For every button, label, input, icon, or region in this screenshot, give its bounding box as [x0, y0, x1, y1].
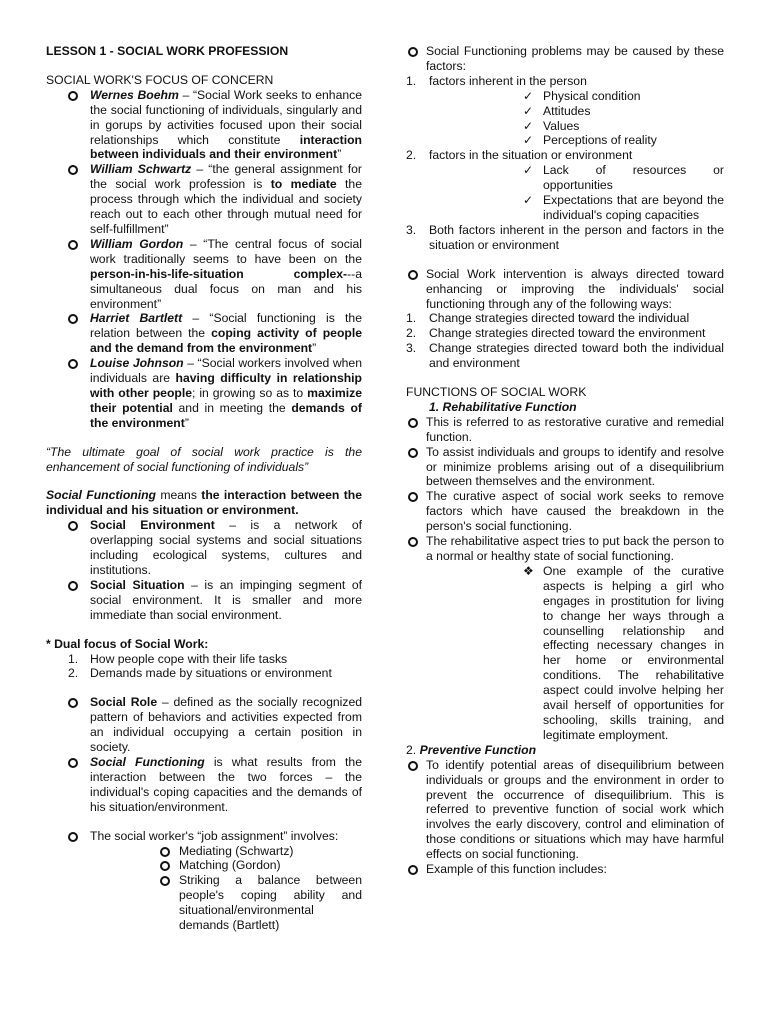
diamond-bullet-icon: ❖	[523, 563, 534, 578]
ring-bullet-icon	[408, 492, 418, 502]
cause-environment-item: 2. factors in the situation or environment	[406, 148, 633, 163]
ring-bullet-icon	[68, 240, 78, 250]
ring-bullet-icon	[408, 418, 418, 428]
preventive-title: 2. Preventive Function	[406, 742, 537, 757]
definition-johnson: Louise Johnson – “Social workers involved when individuals are having difficulty in relationship with other people; in growing so as to maximize their potential and in meeting the demands of the environment”	[46, 356, 362, 431]
focus-heading: SOCIAL WORK'S FOCUS OF CONCERN	[46, 72, 274, 87]
right-column	[406, 44, 724, 877]
list-item: 3. Change strategies directed toward both the individual and environment	[406, 341, 724, 371]
ring-bullet-icon	[160, 876, 170, 886]
causes-intro-item: Social Functioning problems may be caused by these factors:	[406, 44, 724, 74]
ring-bullet-icon	[160, 847, 170, 857]
list-item: ✓ Physical condition	[523, 88, 641, 103]
lesson-title: LESSON 1 - SOCIAL WORK PROFESSION	[46, 44, 289, 58]
list-item: This is referred to as restorative curative and remedial function.	[406, 415, 724, 445]
list-item: Striking a balance between people's coping ability and situational/environmental demands (Bartlett)	[46, 873, 362, 933]
list-item: The curative aspect of social work seeks to remove factors which have caused the breakdown in the person's social functioning.	[406, 489, 724, 534]
list-item: Example of this function includes:	[406, 862, 724, 877]
list-item: ✓ Lack of resources or opportunities	[523, 163, 724, 193]
ring-bullet-icon	[68, 359, 78, 369]
dual-focus-list	[46, 652, 362, 682]
list-item: ✓ Values	[523, 118, 580, 133]
ring-bullet-icon	[68, 758, 78, 768]
causes-list-3	[406, 223, 724, 253]
ring-bullet-icon	[68, 91, 78, 101]
ring-bullet-icon	[68, 314, 78, 324]
causes-list	[406, 74, 724, 89]
cause-environment-sublist	[406, 163, 724, 223]
social-role-item: Social Role – defined as the socially recognized pattern of behaviors and activities expected from an individual occupying a certain position in society.	[46, 695, 362, 755]
social-environment-item: Social Environment – is a network of overlapping social systems and social situations including ecological systems, cultures and institutions.	[46, 518, 362, 578]
cause-both-item: 3. Both factors inherent in the person and factors in the situation or environment	[406, 222, 724, 252]
definition-boehm: Wernes Boehm – “Social Work seeks to enhance the social functioning of individuals, singularly and in gorups by activities focused upon their social relationships which constitute interaction between individuals and their environment”	[46, 88, 362, 163]
ring-bullet-icon	[408, 865, 418, 875]
list-item: ✓ Attitudes	[523, 103, 591, 118]
list-item: The rehabilitative aspect tries to put back the person to a normal or healthy state of social functioning.	[406, 534, 724, 564]
list-item: ✓ Perceptions of reality	[523, 133, 657, 148]
list-item: Matching (Gordon)	[46, 858, 362, 873]
definition-bartlett: Harriet Bartlett – “Social functioning is the relation between the coping activity of people and the demand from the environment”	[46, 311, 362, 356]
rehabilitative-list	[406, 415, 724, 564]
list-item: 1. How people cope with their life tasks	[68, 651, 288, 666]
definition-gordon: William Gordon – “The central focus of social work traditionally seems to have been on the person-in-his-life-situation complex---a simultaneous dual focus on man and his environment”	[46, 237, 362, 312]
ring-bullet-icon	[68, 165, 78, 175]
goal-quote: “The ultimate goal of social work practice is the enhancement of social functioning of individuals”	[46, 444, 362, 474]
ways-list	[406, 311, 724, 371]
causes-list-2	[406, 148, 724, 163]
rehabilitative-example: ❖ One example of the curative aspects is helping a girl who engages in prostitution for living to change her ways through a counselling relationship and effecting necessary changes in her home or environmental conditions. The rehabilitative aspect could involve helping her avail herself of opportunities for schooling, skills training, and legitimate employment.	[523, 563, 724, 742]
job-assignment-sublist	[46, 844, 362, 933]
ring-bullet-icon	[408, 448, 418, 458]
ring-bullet-icon	[408, 47, 418, 57]
social-functioning-item: Social Functioning is what results from the interaction between the two forces – the individual's coping capacities and the demands of his situation/environment.	[46, 755, 362, 815]
ring-bullet-icon	[408, 270, 418, 280]
intervention-list	[406, 267, 724, 312]
ring-bullet-icon	[408, 761, 418, 771]
causes-intro-list	[406, 44, 724, 74]
list-item: 1. Change strategies directed toward the individual	[406, 311, 690, 326]
functions-heading: FUNCTIONS OF SOCIAL WORK	[406, 385, 587, 400]
job-assignment-item: The social worker's “job assignment” involves:	[46, 829, 362, 844]
checkmark-icon: ✓	[523, 133, 534, 148]
list-item: ✓ Expectations that are beyond the individual's coping capacities	[523, 193, 724, 222]
role-list	[46, 695, 362, 814]
preventive-list	[406, 758, 724, 877]
list-item: Mediating (Schwartz)	[46, 844, 362, 859]
intervention-item: Social Work intervention is always directed toward enhancing or improving the individuals' social functioning through any of the following ways:	[406, 267, 724, 312]
social-functioning-definition: Social Functioning means the interaction between the individual and his situation or environment.	[46, 488, 362, 518]
checkmark-icon: ✓	[523, 163, 534, 178]
definitions-list	[46, 88, 362, 431]
list-item: To identify potential areas of disequilibrium between individuals or groups and the environment in order to prevent the occurrence of disequilibrium. This is referred to preventive function of social work which involves the early discovery, control and elimination of those conditions or situations which may have harmful effects on social functioning.	[406, 758, 724, 862]
list-item: 2. Change strategies directed toward the environment	[406, 326, 706, 341]
checkmark-icon: ✓	[523, 88, 534, 103]
checkmark-icon: ✓	[523, 103, 534, 118]
checkmark-icon: ✓	[523, 193, 534, 208]
ring-bullet-icon	[68, 698, 78, 708]
checkmark-icon: ✓	[523, 118, 534, 133]
social-situation-item: Social Situation – is an impinging segment of social environment. It is smaller and more immediate than social environment.	[46, 578, 362, 623]
list-item: To assist individuals and groups to identify and resolve or minimize problems arising out of a disequilibrium between themselves and the environment.	[406, 445, 724, 490]
ring-bullet-icon	[68, 832, 78, 842]
ring-bullet-icon	[408, 537, 418, 547]
ring-bullet-icon	[160, 861, 170, 871]
cause-person-item: 1. factors inherent in the person	[406, 73, 587, 88]
dual-focus-heading: * Dual focus of Social Work:	[46, 636, 209, 651]
left-column	[46, 44, 362, 933]
cause-person-sublist	[406, 89, 724, 149]
ring-bullet-icon	[68, 521, 78, 531]
job-assignment-list	[46, 829, 362, 844]
rehabilitative-title: 1. Rehabilitative Function	[429, 399, 577, 414]
social-functioning-list	[46, 518, 362, 622]
list-item: 2. Demands made by situations or environment	[68, 666, 332, 681]
definition-schwartz: William Schwartz – “the general assignment for the social work profession is to mediate the process through which the individual and society reach out to each other through mutual need for self-fulfillment”	[46, 162, 362, 237]
ring-bullet-icon	[68, 581, 78, 591]
